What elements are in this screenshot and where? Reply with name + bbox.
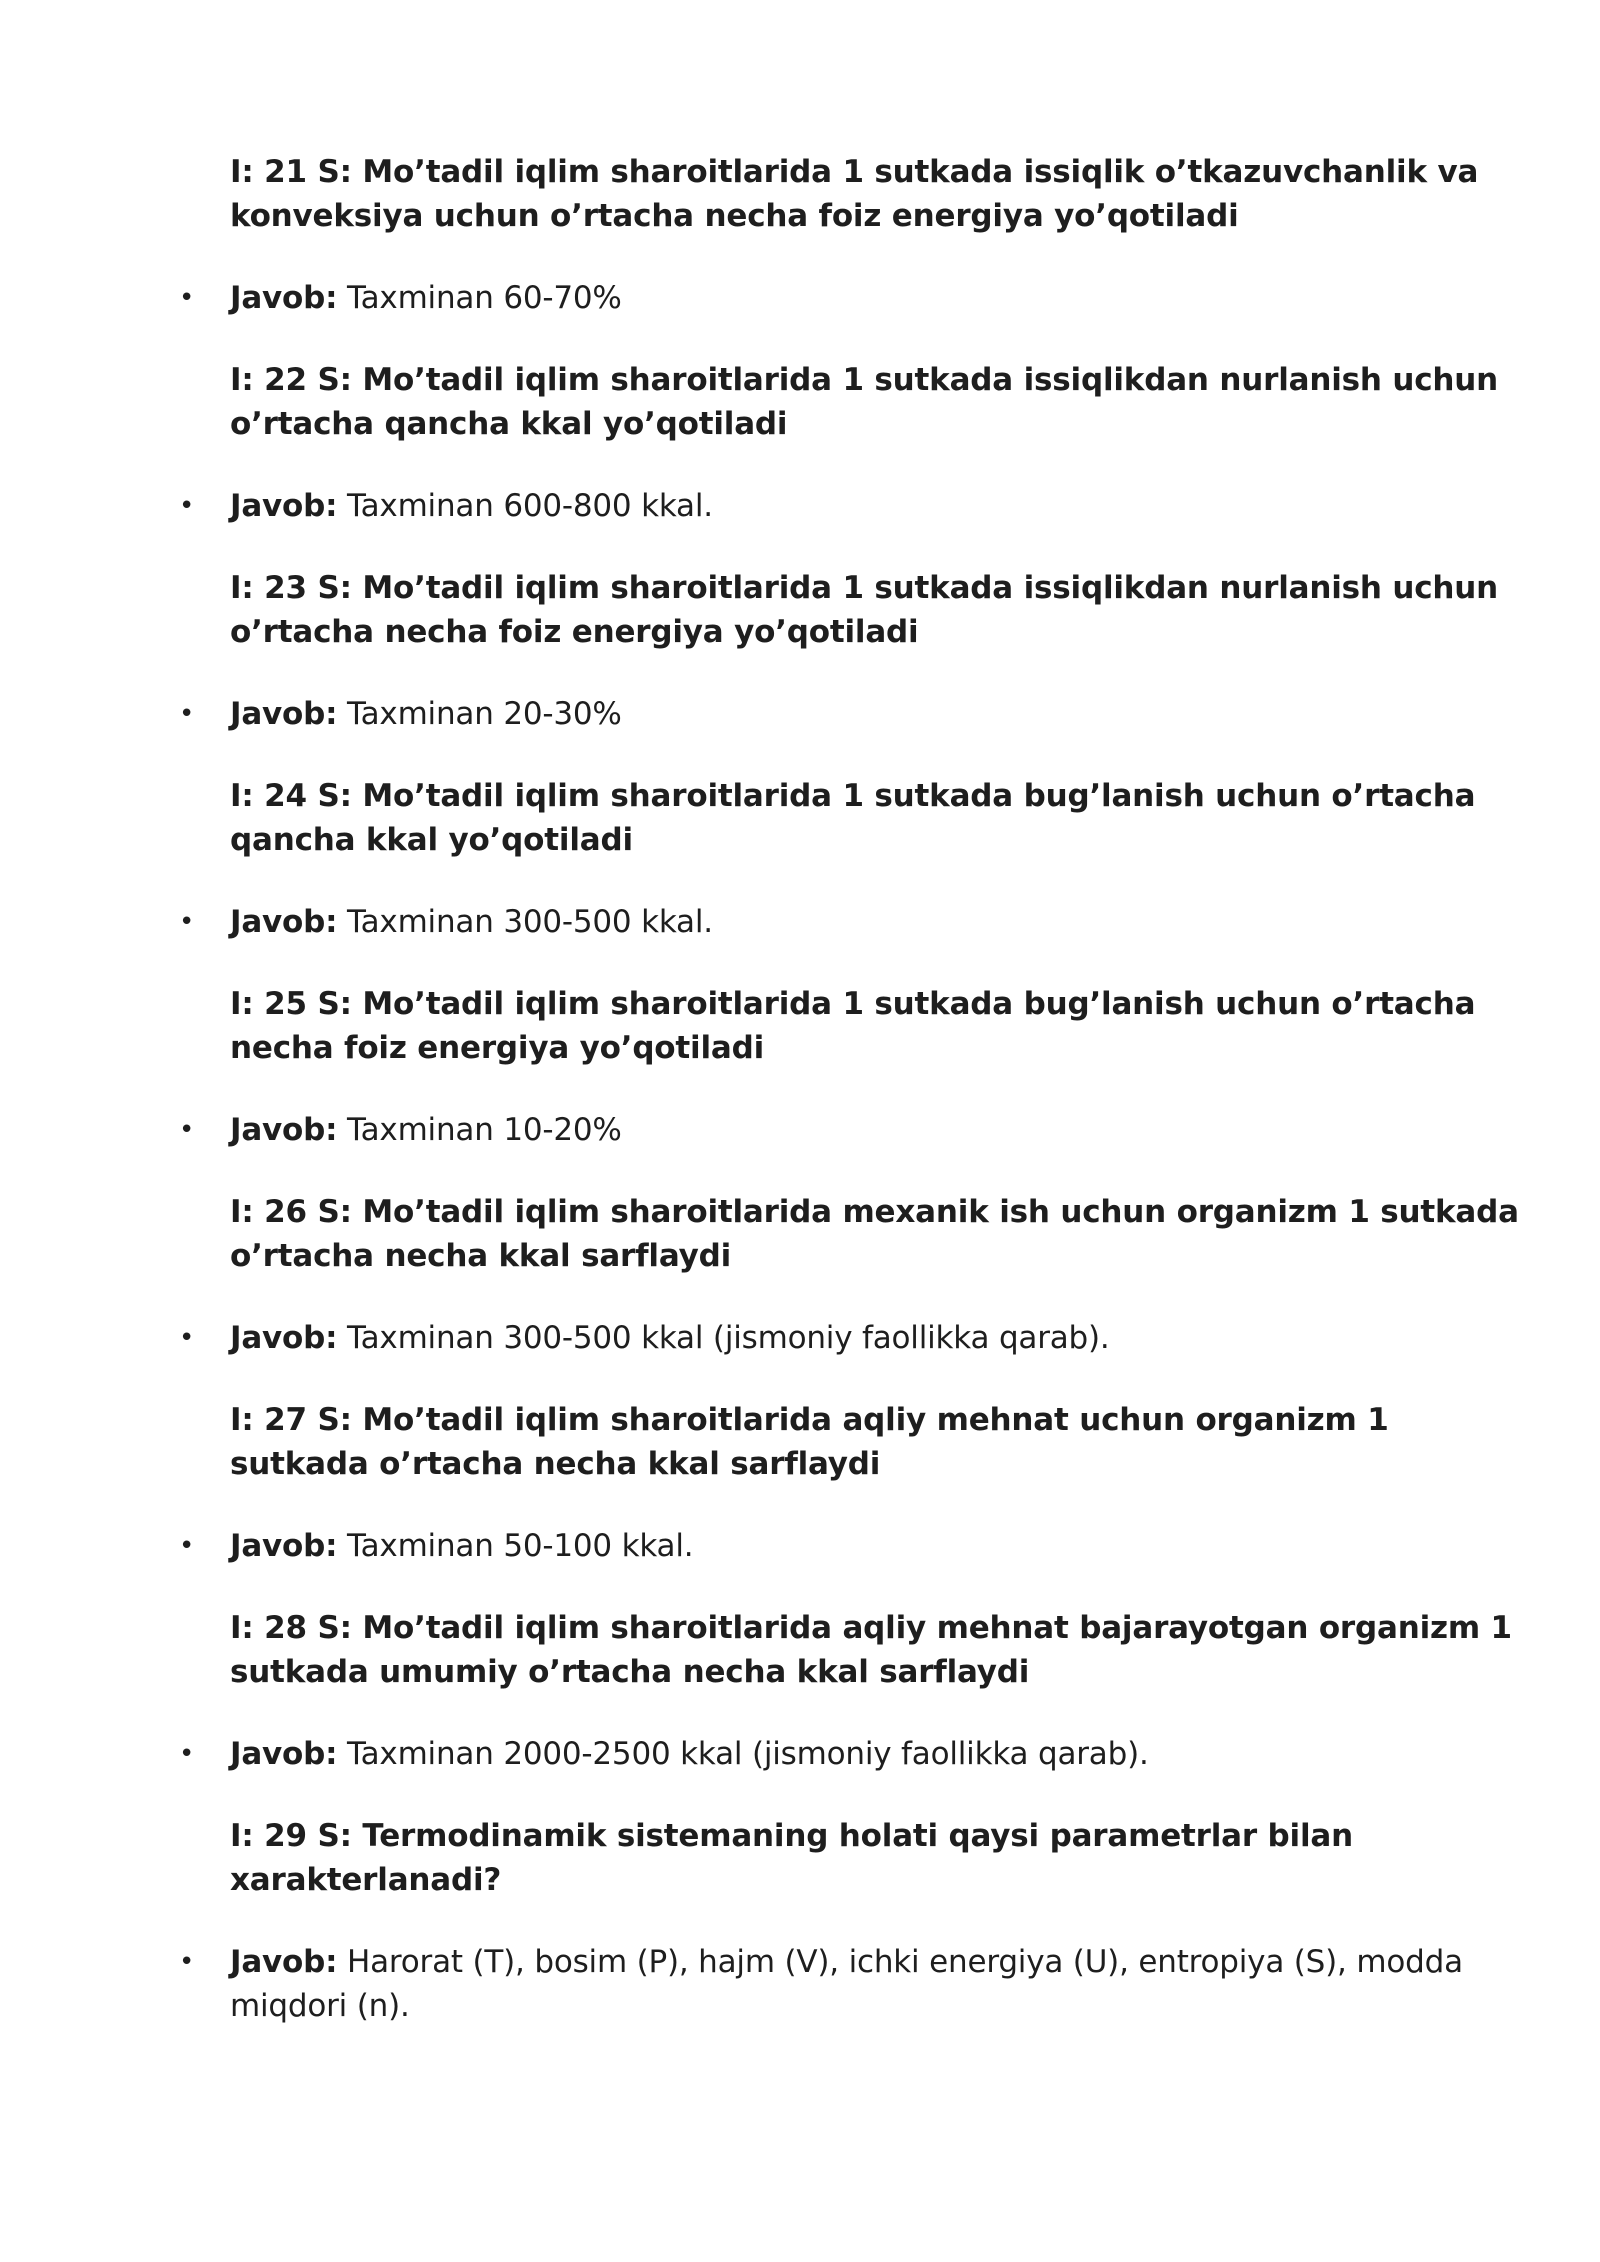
answer-label: Javob: (230, 1944, 338, 1980)
answer-text: Taxminan 10-20% (347, 1112, 622, 1148)
question-text: I: 22 S: Mo’tadil iqlim sharoitlarida 1 sutkada issiqlikdan nurlanish uchun o’rtacha qancha kkal yo’qotiladi (230, 362, 1499, 442)
answer-text: Harorat (T), bosim (P), hajm (V), ichki energiya (U), entropiya (S), modda miqdori (n). (230, 1944, 1463, 2024)
qa-item-27 (179, 1398, 1520, 1568)
qa-item-24 (179, 774, 1520, 944)
answer-text: Taxminan 20-30% (347, 696, 622, 732)
answer-label: Javob: (230, 904, 338, 940)
qa-item-22 (179, 358, 1520, 528)
question-text: I: 21 S: Mo’tadil iqlim sharoitlarida 1 sutkada issiqlik o’tkazuvchanlik va konveksiya uchun o’rtacha necha foiz energiya yo’qotiladi (230, 154, 1479, 234)
bullet-icon: • (179, 1739, 195, 1769)
question-text: I: 24 S: Mo’tadil iqlim sharoitlarida 1 sutkada bug’lanish uchun o’rtacha qancha kkal yo’qotiladi (230, 778, 1476, 858)
qa-item-25 (179, 982, 1520, 1152)
answer-label: Javob: (230, 280, 338, 316)
question-text: I: 29 S: Termodinamik sistemaning holati qaysi parametrlar bilan xarakterlanadi? (230, 1818, 1353, 1898)
answer-item (179, 1316, 1520, 1360)
qa-item-26 (179, 1190, 1520, 1360)
answer-item (179, 1940, 1520, 2028)
qa-item-21 (179, 150, 1520, 320)
qa-item-23 (179, 566, 1520, 736)
answer-label: Javob: (230, 696, 338, 732)
answer-item (179, 692, 1520, 736)
answer-label: Javob: (230, 488, 338, 524)
answer-text: Taxminan 60-70% (347, 280, 622, 316)
answer-item (179, 900, 1520, 944)
answer-item (179, 1108, 1520, 1152)
answer-text: Taxminan 50-100 kkal. (347, 1528, 694, 1564)
answer-item (179, 484, 1520, 528)
answer-text: Taxminan 600-800 kkal. (347, 488, 713, 524)
bullet-icon: • (179, 1947, 195, 1977)
answer-item (179, 276, 1520, 320)
qa-item-29 (179, 1814, 1520, 2028)
question-text: I: 28 S: Mo’tadil iqlim sharoitlarida aqliy mehnat bajarayotgan organizm 1 sutkada umumiy o’rtacha necha kkal sarflaydi (230, 1610, 1512, 1690)
bullet-icon: • (179, 491, 195, 521)
answer-text: Taxminan 300-500 kkal (jismoniy faollikka qarab). (347, 1320, 1110, 1356)
answer-label: Javob: (230, 1112, 338, 1148)
bullet-icon: • (179, 699, 195, 729)
answer-item (179, 1524, 1520, 1568)
question-text: I: 23 S: Mo’tadil iqlim sharoitlarida 1 sutkada issiqlikdan nurlanish uchun o’rtacha necha foiz energiya yo’qotiladi (230, 570, 1499, 650)
qa-list (179, 150, 1520, 2066)
answer-label: Javob: (230, 1320, 338, 1356)
bullet-icon: • (179, 283, 195, 313)
bullet-icon: • (179, 1531, 195, 1561)
bullet-icon: • (179, 1115, 195, 1145)
question-text: I: 27 S: Mo’tadil iqlim sharoitlarida aqliy mehnat uchun organizm 1 sutkada o’rtacha necha kkal sarflaydi (230, 1402, 1389, 1482)
question-text: I: 25 S: Mo’tadil iqlim sharoitlarida 1 sutkada bug’lanish uchun o’rtacha necha foiz energiya yo’qotiladi (230, 986, 1476, 1066)
question-text: I: 26 S: Mo’tadil iqlim sharoitlarida mexanik ish uchun organizm 1 sutkada o’rtacha necha kkal sarflaydi (230, 1194, 1519, 1274)
answer-item (179, 1732, 1520, 1776)
qa-item-28 (179, 1606, 1520, 1776)
answer-label: Javob: (230, 1528, 338, 1564)
answer-text: Taxminan 300-500 kkal. (347, 904, 713, 940)
answer-label: Javob: (230, 1736, 338, 1772)
bullet-icon: • (179, 907, 195, 937)
bullet-icon: • (179, 1323, 195, 1353)
answer-text: Taxminan 2000-2500 kkal (jismoniy faollikka qarab). (347, 1736, 1149, 1772)
